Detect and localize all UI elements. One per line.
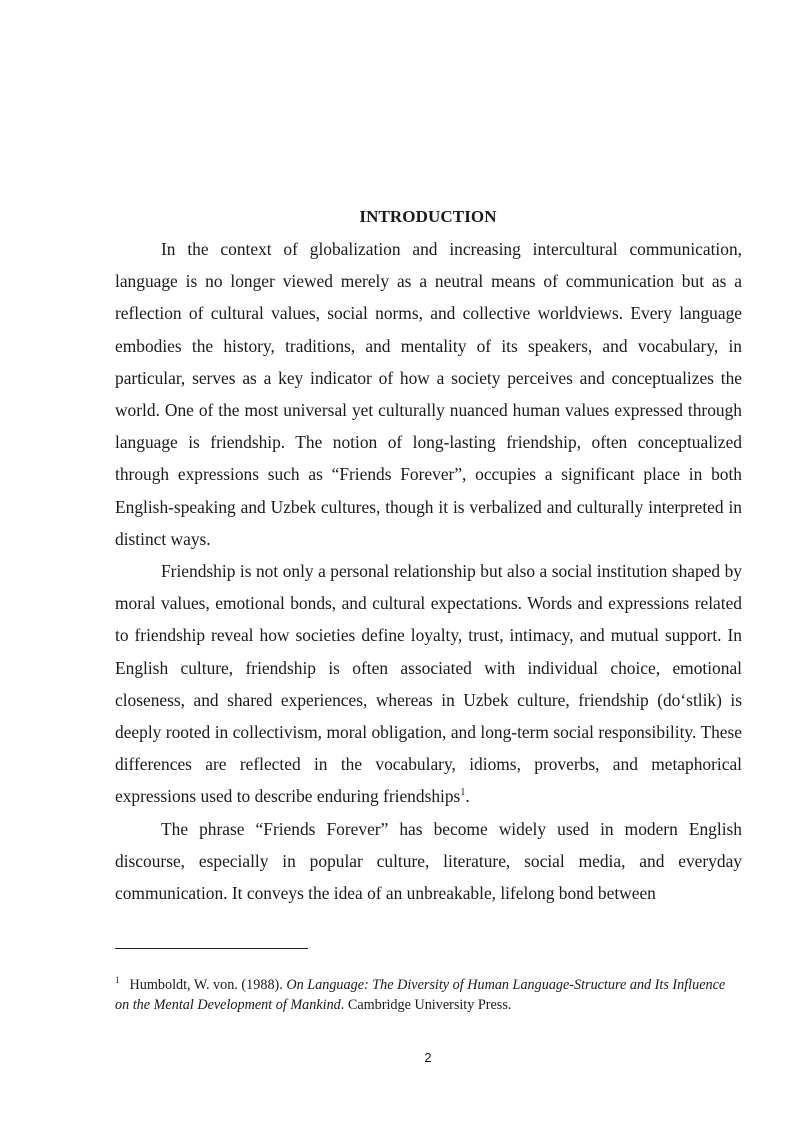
footnote-title: On Language: The Diversity of Human Language-Structure and Its Influence on the Mental Development of Mankind xyxy=(115,977,726,1013)
page-number: 2 xyxy=(424,1050,432,1065)
footnote xyxy=(115,975,742,1015)
section-heading: INTRODUCTION xyxy=(359,207,497,226)
paragraph-3: The phrase “Friends Forever” has become widely used in modern English discourse, especially in popular culture, literature, social media, and everyday communication. It conveys the idea of an unbreakable, lifelong bond between xyxy=(115,818,742,904)
footnote-publisher: . Cambridge University Press. xyxy=(340,997,512,1013)
footnote-author: Humboldt, W. von. (1988). xyxy=(129,977,287,993)
paragraph-2-text: Friendship is not only a personal relationship but also a social institution shaped by moral values, emotional bonds, and cultural expectations. Words and expressions related to friendship reveal how societies define loyalty, trust, intimacy, and mutual support. In English culture, friendship is often associated with individual choice, emotional closeness, and shared experiences, whereas in Uzbek culture, friendship (do‘stlik) is deeply rooted in collectivism, moral obligation, and long-term social responsibility. These differences are reflected in the vocabulary, idioms, proverbs, and metaphorical expressions used to describe enduring friendships xyxy=(115,561,742,807)
footnote-separator xyxy=(115,948,308,949)
paragraph-1: In the context of globalization and increasing intercultural communication, language is no longer viewed merely as a neutral means of communication but as a reflection of cultural values, social norms, and collective worldviews. Every language embodies the history, traditions, and mentality of its speakers, and vocabulary, in particular, serves as a key indicator of how a society perceives and conceptualizes the world. One of the most universal yet culturally nuanced human values expressed through language is friendship. The notion of long-lasting friendship, often conceptualized through expressions such as “Friends Forever”, occupies a significant place in both English-speaking and Uzbek cultures, though it is verbalized and culturally interpreted in distinct ways. xyxy=(115,239,742,549)
paragraph-2 xyxy=(115,555,742,813)
footnote-reference[interactable]: 1 xyxy=(460,787,466,799)
body-text xyxy=(115,233,742,909)
footnote-mark: 1 xyxy=(115,975,120,986)
paragraph-2-end: . xyxy=(465,786,470,807)
